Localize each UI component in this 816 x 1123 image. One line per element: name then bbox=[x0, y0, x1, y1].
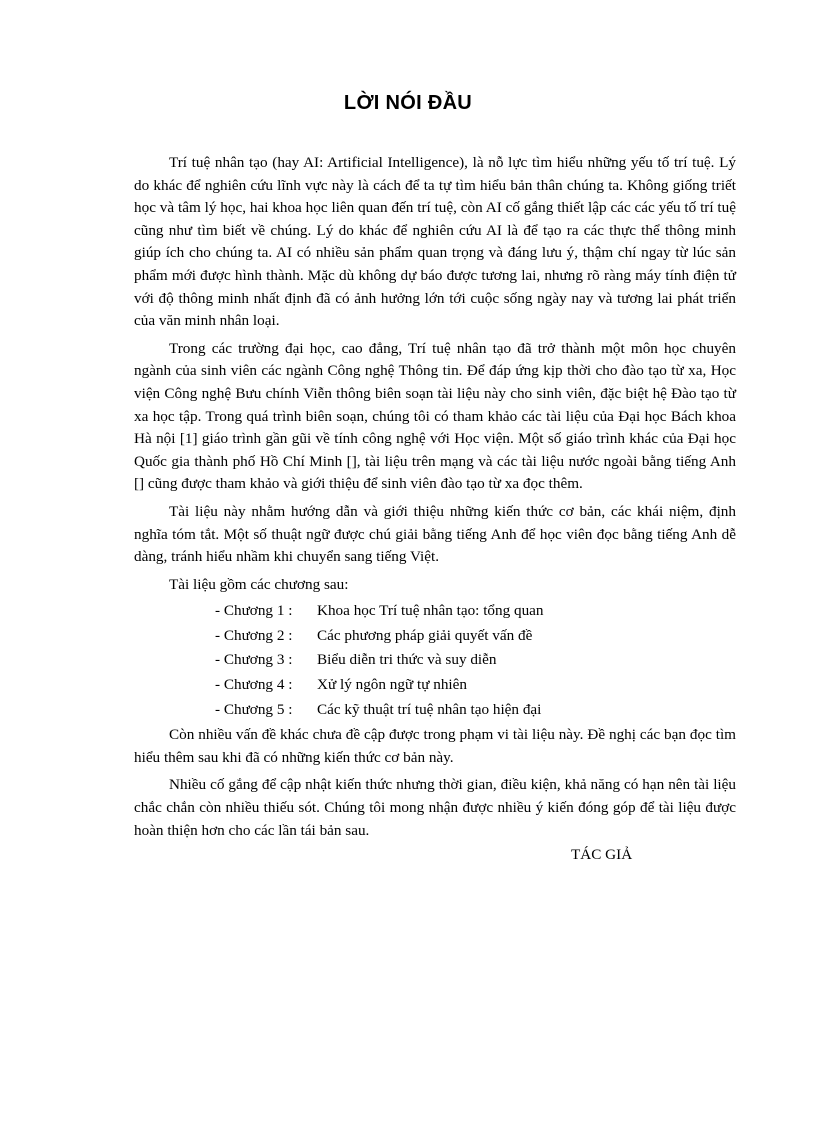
chapter-title: Các kỹ thuật trí tuệ nhân tạo hiện đại bbox=[317, 700, 542, 718]
chapter-item bbox=[134, 649, 736, 672]
chapter-item bbox=[134, 674, 736, 697]
author-signature: TÁC GIẢ bbox=[571, 846, 633, 863]
chapter-number: - Chương 5 : bbox=[215, 700, 293, 718]
chapter-number: - Chương 1 : bbox=[215, 602, 293, 620]
paragraph-2: Trong các trường đại học, cao đẳng, Trí tuệ nhân tạo đã trở thành một môn học chuyên ngành của sinh viên các ngành Công nghệ Thông tin. Để đáp ứng kịp thời cho đào tạo từ xa, Học viện Công nghệ Bưu chính Viễn thông biên soạn tài liệu này cho sinh viên, đặc biệt hệ Đào tạo từ xa học tập. Trong quá trình biên soạn, chúng tôi có tham khảo các tài liệu của Đại học Bách khoa Hà nội [1] giáo trình gần gũi về tính công nghệ với Học viện. Một số giáo trình khác của Đại học Quốc gia thành phố Hồ Chí Minh [], tài liệu trên mạng và các tài liệu nước ngoài bằng tiếng Anh [] cũng được tham khảo và giới thiệu để sinh viên đào tạo từ xa đọc thêm. bbox=[134, 339, 736, 493]
closing-paragraph-1: Còn nhiều vấn đề khác chưa đề cập được trong phạm vi tài liệu này. Đề nghị các bạn đọc tìm hiểu thêm sau khi đã có những kiến thức cơ bản này. bbox=[134, 726, 736, 766]
chapter-title: Khoa học Trí tuệ nhân tạo: tổng quan bbox=[317, 602, 544, 620]
paragraph-1: Trí tuệ nhân tạo (hay AI: Artificial Intelligence), là nỗ lực tìm hiểu những yếu tố trí tuệ. Lý do khác để nghiên cứu lĩnh vực này là cách để ta tự tìm hiểu bản thân chúng ta. Không giống triết học và tâm lý học, hai khoa học liên quan đến trí tuệ, còn AI cố gắng thiết lập các các yếu tố trí tuệ cũng như tìm biết về chúng. Lý do khác để nghiên cứu AI là để tạo ra các thực thể thông minh giúp ích cho chúng ta. AI có nhiều sản phẩm quan trọng và đáng lưu ý, thậm chí ngay từ lúc sản phẩm mới được hình thành. Mặc dù không dự báo được tương lai, nhưng rõ ràng máy tính điện tử với độ thông minh nhất định đã có ảnh hưởng lớn tới cuộc sống ngày nay và tương lai phát triển của văn minh nhân loại. bbox=[134, 154, 736, 330]
chapters-intro: Tài liệu gồm các chương sau: bbox=[169, 575, 349, 593]
chapter-title: Biểu diễn tri thức và suy diễn bbox=[317, 651, 497, 669]
chapter-item bbox=[134, 699, 736, 722]
chapter-title: Xử lý ngôn ngữ tự nhiên bbox=[317, 676, 467, 694]
document-body bbox=[134, 152, 736, 847]
chapter-title: Các phương pháp giải quyết vấn đề bbox=[317, 626, 533, 644]
chapter-list bbox=[134, 600, 736, 721]
chapter-number: - Chương 3 : bbox=[215, 651, 293, 669]
chapter-number: - Chương 4 : bbox=[215, 676, 293, 694]
page-title: LỜI NÓI ĐẦU bbox=[343, 92, 473, 114]
chapter-number: - Chương 2 : bbox=[215, 626, 293, 644]
chapter-item bbox=[134, 600, 736, 623]
chapter-item bbox=[134, 625, 736, 648]
closing-paragraph-2: Nhiều cố gắng để cập nhật kiến thức nhưng thời gian, điều kiện, khả năng có hạn nên tài liệu chắc chắn còn nhiều thiếu sót. Chúng tôi mong nhận được nhiều ý kiến đóng góp để tài liệu được hoàn thiện hơn cho các lần tái bản sau. bbox=[134, 776, 736, 839]
paragraph-3: Tài liệu này nhằm hướng dẫn và giới thiệu những kiến thức cơ bản, các khái niệm, định nghĩa tóm tắt. Một số thuật ngữ được chú giải bằng tiếng Anh để học viên đọc bằng tiếng Anh dễ dàng, tránh hiểu nhầm khi chuyển sang tiếng Việt. bbox=[134, 502, 736, 566]
